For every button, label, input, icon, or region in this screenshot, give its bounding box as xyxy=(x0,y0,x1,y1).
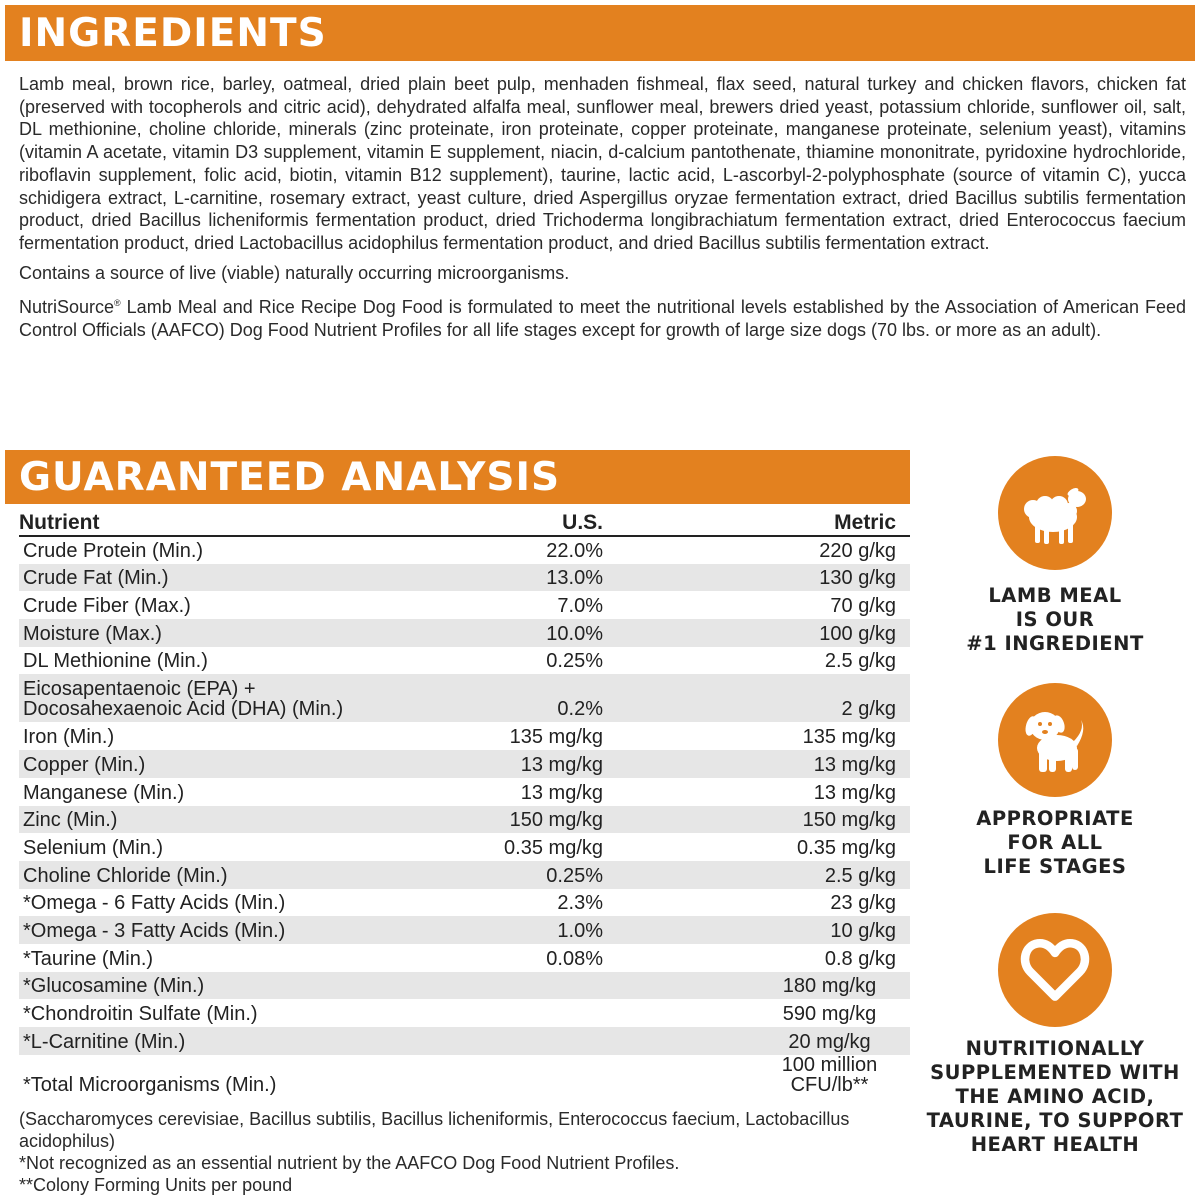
us-value-cell: 13 mg/kg xyxy=(520,781,603,804)
nutrient-cell: *Omega - 3 Fatty Acids (Min.) xyxy=(19,916,439,944)
analysis-footnotes xyxy=(19,1108,899,1196)
metric-value-cell: 13 mg/kg xyxy=(603,750,910,778)
guaranteed-analysis-heading: GUARANTEED ANALYSIS xyxy=(5,450,910,504)
us-value-cell: 1.0% xyxy=(439,916,603,944)
caption-line: SUPPLEMENTED WITH xyxy=(930,1061,1180,1084)
nutrient-cell: Moisture (Max.) xyxy=(19,619,439,647)
us-value-cell: 10.0% xyxy=(439,619,603,647)
nutrient-cell: Zinc (Min.) xyxy=(19,806,439,834)
table-row xyxy=(19,591,910,619)
table-row xyxy=(19,1027,910,1055)
table-row xyxy=(19,916,910,944)
us-value-cell: 7.0% xyxy=(557,595,603,618)
caption-line: TAURINE, TO SUPPORT xyxy=(926,1109,1184,1132)
nutrient-line-2: Docosahexaenoic Acid (DHA) (Min.) xyxy=(23,698,344,721)
ingredients-list: Lamb meal, brown rice, barley, oatmeal, dried plain beet pulp, menhaden fishmeal, flax seed, natural turkey and chicken flavors, chicken fat (preserved with tocopherols and citric acid), dehydrated alfalfa meal, sunflower meal, brewers dried yeast, potassium chloride, sunflower oil, salt, DL methionine, choline chloride, minerals (zinc proteinate, iron proteinate, copper proteinate, manganese proteinate, selenium yeast), vitamins (vitamin A acetate, vitamin D3 supplement, vitamin E supplement, niacin, d-calcium pantothenate, thiamine mononitrate, pyridoxine hydrochloride, riboflavin supplement, folic acid, biotin, vitamin B12 supplement), taurine, lactic acid, L-ascorbyl-2-polyphosphate (source of vitamin C), yucca schidigera extract, L-carnitine, rosemary extract, yeast culture, dried Aspergillus oryzae fermentation extract, dried Bacillus subtilis fermentation product, dried Bacillus licheniformis fermentation product, dried Trichoderma longibrachiatum fermentation extract, dried Enterococcus faecium fermentation product, dried Lactobacillus acidophilus fermentation product, and dried Bacillus subtilis fermentation extract. xyxy=(19,74,1186,253)
metric-value-cell: 2 g/kg xyxy=(603,674,910,722)
lamb-badge xyxy=(998,456,1112,570)
caption-line: THE AMINO ACID, xyxy=(955,1085,1155,1108)
heart-badge-caption xyxy=(925,1037,1185,1157)
metric-value-cell: 220 g/kg xyxy=(819,539,896,562)
live-microorganisms-note: Contains a source of live (viable) naturally occurring microorganisms. xyxy=(19,263,570,284)
caption-line: HEART HEALTH xyxy=(970,1133,1140,1156)
lamb-badge-caption xyxy=(925,584,1185,656)
metric-value-cell: 2.5 g/kg xyxy=(603,861,910,889)
us-value-cell: 13.0% xyxy=(439,564,603,592)
ingredients-text xyxy=(19,73,1186,349)
merged-value-cell: 180 mg/kg xyxy=(439,972,910,1000)
puppy-icon xyxy=(1015,700,1095,780)
caption-line: #1 INGREDIENT xyxy=(966,632,1144,655)
nutrient-cell: *Total Microorganisms (Min.) xyxy=(23,1073,277,1096)
table-row xyxy=(19,889,910,917)
puppy-badge-caption xyxy=(925,807,1185,879)
table-row xyxy=(19,750,910,778)
merged-value-cell: 100 million CFU/lb** xyxy=(781,1053,878,1096)
us-value-cell: 0.2% xyxy=(439,674,603,722)
microorganism-species-note: (Saccharomyces cerevisiae, Bacillus subtilis, Bacillus licheniformis, Enterococcus faecium, Lactobacillus acidophilus) xyxy=(19,1109,850,1151)
aafco-statement xyxy=(19,292,1186,341)
metric-value-cell: 0.35 mg/kg xyxy=(797,836,896,859)
nutrient-cell xyxy=(19,674,439,722)
us-value-cell: 2.3% xyxy=(557,892,603,915)
heart-badge xyxy=(998,913,1112,1027)
us-value-cell: 0.25% xyxy=(546,650,603,673)
nutrient-cell: Choline Chloride (Min.) xyxy=(19,861,439,889)
nutrient-cell: *L-Carnitine (Min.) xyxy=(19,1027,439,1055)
merged-value-cell: 20 mg/kg xyxy=(439,1027,910,1055)
nutrient-cell: *Taurine (Min.) xyxy=(23,947,154,970)
us-value-cell: 0.08% xyxy=(546,947,603,970)
us-value-cell: 135 mg/kg xyxy=(509,726,603,749)
metric-value-cell: 10 g/kg xyxy=(603,916,910,944)
nutrient-line-1: Eicosapentaenoic (EPA) + xyxy=(23,678,256,701)
nutrient-cell: Crude Fat (Min.) xyxy=(19,564,439,592)
table-row xyxy=(19,972,910,1000)
cfu-footnote: **Colony Forming Units per pound xyxy=(19,1175,293,1195)
metric-value-cell: 70 g/kg xyxy=(830,595,896,618)
caption-line: FOR ALL xyxy=(1007,831,1103,854)
table-row xyxy=(19,722,910,750)
table-row xyxy=(19,806,910,834)
table-row xyxy=(19,1055,910,1098)
us-value-cell: 150 mg/kg xyxy=(439,806,603,834)
table-row xyxy=(19,564,910,592)
nutrient-cell: DL Methionine (Min.) xyxy=(23,650,208,673)
nutrient-cell: Crude Fiber (Max.) xyxy=(23,595,191,618)
us-value-cell: 0.35 mg/kg xyxy=(504,836,603,859)
nutrient-cell: Selenium (Min.) xyxy=(23,836,164,859)
column-header-nutrient: Nutrient xyxy=(19,510,439,536)
metric-value-cell: 150 mg/kg xyxy=(603,806,910,834)
metric-value-cell: 13 mg/kg xyxy=(813,781,896,804)
ingredients-heading: INGREDIENTS xyxy=(5,5,1195,61)
metric-value-cell: 100 g/kg xyxy=(603,619,910,647)
table-header-row xyxy=(19,510,910,536)
lamb-icon xyxy=(1015,473,1095,553)
table-row xyxy=(19,619,910,647)
table-row xyxy=(19,833,910,861)
table-row xyxy=(19,999,910,1027)
aafco-footnote: *Not recognized as an essential nutrient by the AAFCO Dog Food Nutrient Profiles. xyxy=(19,1153,680,1173)
table-row xyxy=(19,861,910,889)
metric-value-cell: 23 g/kg xyxy=(830,892,896,915)
merged-value-cell: 590 mg/kg xyxy=(782,1003,877,1025)
metric-value-cell: 0.8 g/kg xyxy=(824,947,896,970)
registered-mark: ® xyxy=(114,298,121,309)
caption-line: LAMB MEAL xyxy=(988,584,1122,607)
table-row xyxy=(19,536,910,564)
caption-line: APPROPRIATE xyxy=(976,807,1134,830)
guaranteed-analysis-table xyxy=(19,510,910,1098)
table-row xyxy=(19,674,910,722)
column-header-metric: Metric xyxy=(603,510,910,536)
nutrient-cell: Iron (Min.) xyxy=(23,726,115,749)
heart-icon xyxy=(1017,932,1093,1008)
metric-value-cell: 130 g/kg xyxy=(603,564,910,592)
caption-line: NUTRITIONALLY xyxy=(965,1037,1145,1060)
us-value-cell: 0.25% xyxy=(439,861,603,889)
caption-line: LIFE STAGES xyxy=(983,855,1127,878)
nutrient-cell: Manganese (Min.) xyxy=(23,781,185,804)
nutrient-cell: *Omega - 6 Fatty Acids (Min.) xyxy=(23,892,286,915)
table-row xyxy=(19,647,910,675)
nutrient-cell: *Chondroitin Sulfate (Min.) xyxy=(23,1003,258,1025)
nutrient-cell: Crude Protein (Min.) xyxy=(23,539,204,562)
metric-value-cell: 2.5 g/kg xyxy=(824,650,896,673)
brand-name: NutriSource xyxy=(19,297,115,318)
us-value-cell: 22.0% xyxy=(546,539,603,562)
table-row xyxy=(19,944,910,972)
nutrient-cell: Copper (Min.) xyxy=(19,750,439,778)
metric-value-cell: 135 mg/kg xyxy=(802,726,896,749)
caption-line: IS OUR xyxy=(1015,608,1095,631)
table-row xyxy=(19,778,910,806)
puppy-badge xyxy=(998,683,1112,797)
aafco-text: Lamb Meal and Rice Recipe Dog Food is formulated to meet the nutritional levels established by the Association of American Feed Control Officials (AAFCO) Dog Food Nutrient Profiles for all life stages except for growth of large size dogs (70 lbs. or more as an adult). xyxy=(19,297,1186,341)
nutrient-cell: *Glucosamine (Min.) xyxy=(19,972,439,1000)
column-header-us: U.S. xyxy=(439,510,603,536)
us-value-cell: 13 mg/kg xyxy=(439,750,603,778)
